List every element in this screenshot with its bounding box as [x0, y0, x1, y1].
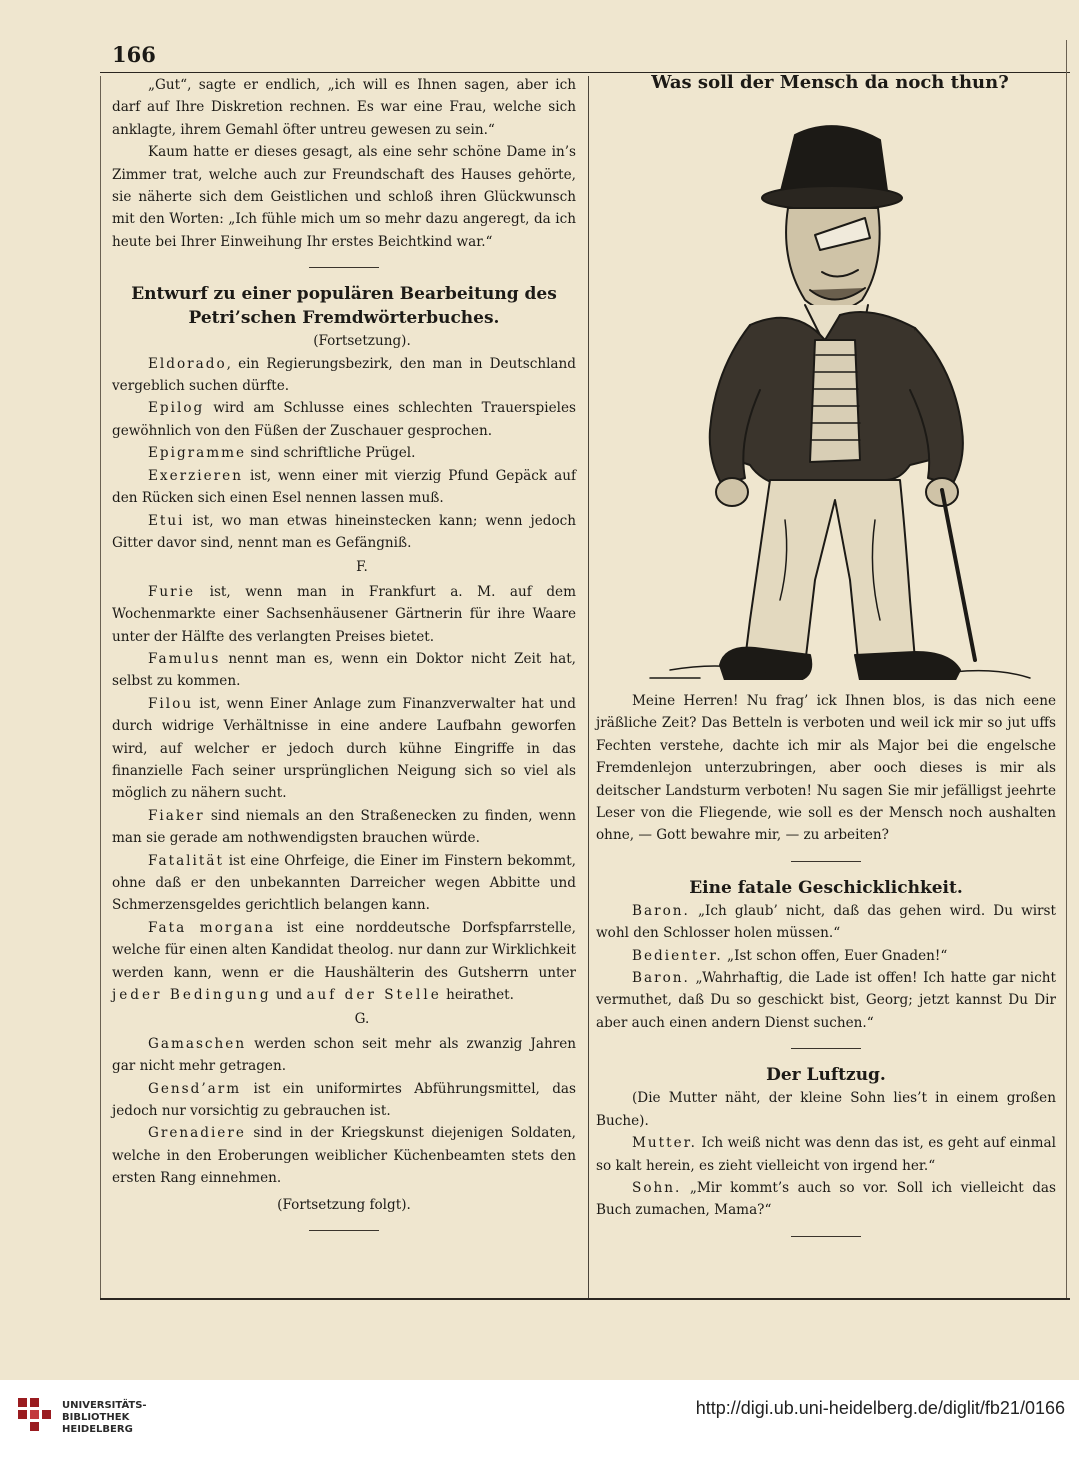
- library-logo-icon: [14, 1394, 54, 1434]
- letter-heading-g: G.: [354, 1011, 370, 1028]
- article-subtitle: (Fortsetzung).: [313, 333, 411, 350]
- entry-text: ist, wenn einer mit vierzig Pfund Gepäck auf den Rücken sich einen Esel nennen lassen muß.: [112, 467, 576, 507]
- dialogue-line: [596, 945, 1056, 967]
- speaker-name: Sohn.: [632, 1179, 682, 1196]
- entry-term: Furie: [148, 583, 196, 600]
- section-title-luftzug: Der Luftzug.: [766, 1065, 886, 1086]
- right-border-line: [1066, 40, 1067, 1298]
- section-separator: [791, 861, 861, 862]
- dictionary-entry: [112, 805, 576, 850]
- dictionary-entry: [112, 510, 576, 555]
- entry-term: Epilog: [148, 400, 205, 417]
- right-column: [596, 690, 1056, 1251]
- article-title-line-2: Petri’schen Fremdwörterbuches.: [188, 308, 500, 329]
- section-separator: [309, 1230, 379, 1231]
- dialogue-line: [596, 967, 1056, 1034]
- dialogue-text: „Wahrhaftig, die Lade ist offen! Ich hatte gar nicht vermuthet, daß Du so geschickt bist, Georg; jetzt kannst Du Dir aber auch einen andern Dienst suchen.“: [596, 970, 1056, 1031]
- section-separator: [309, 267, 379, 268]
- letter-heading-f: F.: [356, 559, 368, 576]
- entry-term: Etui: [148, 512, 185, 529]
- dictionary-entry: [112, 465, 576, 510]
- dialogue-text: Ich weiß nicht was denn das ist, es geht auf einmal so kalt herein, es zieht vielleicht von irgend her.“: [596, 1135, 1056, 1174]
- entry-term: Fata morgana: [148, 919, 276, 936]
- entry-term: Gensd’arm: [148, 1080, 242, 1097]
- emphasized-text: auf der Stelle: [306, 987, 442, 1004]
- entry-text: wird am Schlusse eines schlechten Trauerspieles gewöhnlich von den Füßen der Zuschauer gesprochen.: [112, 400, 576, 439]
- entry-text: werden schon seit mehr als zwanzig Jahren gar nicht mehr getragen.: [112, 1035, 576, 1075]
- speaker-name: Baron.: [632, 970, 690, 987]
- entry-term: Epigramme: [148, 445, 247, 462]
- entry-term: Gamaschen: [148, 1035, 247, 1052]
- entry-text: heirathet.: [441, 987, 514, 1004]
- speaker-name: Mutter.: [632, 1135, 697, 1152]
- entry-text: ist eine Ohrfeige, die Einer im Finstern bekommt, ohne daß er den unbekannten Darreicher wegen Abbitte und Schmerzensgeldes gerichtlich belangen kann.: [112, 852, 576, 914]
- section-separator: [791, 1236, 861, 1237]
- dictionary-entry: [112, 693, 576, 805]
- article-title-line-1: Entwurf zu einer populären Bearbeitung des: [131, 284, 557, 305]
- dialogue-line: [596, 1177, 1056, 1222]
- cartoon-illustration: [610, 100, 1050, 680]
- dictionary-entry: [112, 442, 576, 464]
- intro-paragraph-1: „Gut“, sagte er endlich, „ich will es Ihnen sagen, aber ich darf auf Ihre Diskretion rechnen. Es war eine Frau, welche sich anklagte, ihrem Gemahl öfter untreu gewesen zu sein.“: [112, 77, 576, 138]
- library-name-line: HEIDELBERG: [62, 1424, 133, 1435]
- entry-text: sind niemals an den Straßenecken zu finden, wenn man sie gerade am nothwendigsten brauchen würde.: [112, 807, 576, 847]
- entry-term: Fatalität: [148, 852, 224, 869]
- dictionary-entry: [112, 1078, 576, 1123]
- dictionary-entry: [112, 353, 576, 398]
- entry-text: ist, wo man etwas hineinstecken kann; wenn jedoch Gitter davor sind, nennt man es Gefängniß.: [112, 512, 576, 551]
- left-column: [112, 74, 576, 1245]
- library-name-line: BIBLIOTHEK: [62, 1412, 130, 1423]
- viewer-footer: [0, 1380, 1079, 1459]
- entry-text: , ein Regierungsbezirk, den man in Deutschland vergeblich suchen dürfte.: [112, 355, 576, 395]
- entry-text: ist eine norddeutsche Dorfspfarrstelle, welche für einen alten Kandidat theolog. nur dann zur Wirklichkeit werden kann, wenn er die Haushälterin des Gutsherrn unter: [112, 919, 576, 981]
- entry-text: ist, wenn man in Frankfurt a. M. auf dem Wochenmarkte einer Sachsenhäusener Gärtnerin für ihre Waare unter der Hälfte des verlangten Preises bietet.: [112, 583, 576, 645]
- cartoon-caption: Meine Herren! Nu frag’ ick Ihnen blos, is das nich eene jräßliche Zeit? Das Betteln is verboten und weil ick mir so jut uffs Fechten verstehe, dachte ich mir als Major bei die engelsche Fremdenlejon unterzubringen, aber ooch dieses is mir als deitscher Landsturm verboten! Nu sagen Sie mir jefälligst jeehrte Leser von die Fliegende, wie soll es der Mensch noch aushalten ohne, — Gott bewahre mir, — zu arbeiten?: [596, 693, 1056, 844]
- speaker-name: Baron.: [632, 902, 690, 919]
- dictionary-entry: [112, 850, 576, 917]
- article-title: [112, 282, 576, 330]
- entry-term: Eldorado: [148, 355, 227, 372]
- dialogue-line: [596, 900, 1056, 945]
- library-name-line: UNIVERSITÄTS-: [62, 1400, 147, 1411]
- left-border-line: [100, 76, 101, 1298]
- dialogue-text: „Ist schon offen, Euer Gnaden!“: [722, 947, 948, 964]
- dictionary-entry: [112, 1122, 576, 1189]
- entry-text: ist, wenn Einer Anlage zum Finanzverwalter hat und durch widrige Verhältnisse in eine andere Laufbahn geworfen wird, auf welcher er jedoch durch kühne Eingriffe in das finanzielle Fach seiner ursprünglichen Neigung sich so viel als möglich zu nähern sucht.: [112, 695, 576, 802]
- section-title-fatale: Eine fatale Geschicklichkeit.: [689, 877, 963, 898]
- column-divider: [588, 76, 589, 1298]
- entry-term: Fiaker: [148, 807, 205, 824]
- entry-term: Filou: [148, 695, 194, 712]
- page-url-link[interactable]: http://digi.ub.uni-heidelberg.de/diglit/fb21/0166: [695, 1398, 1065, 1418]
- dictionary-entry: [112, 397, 576, 442]
- library-name: [62, 1400, 147, 1436]
- dictionary-entry: [112, 1033, 576, 1078]
- entry-text: sind schriftliche Prügel.: [246, 445, 416, 462]
- dialogue-line: [596, 1132, 1056, 1177]
- entry-term: Exerzieren: [148, 467, 243, 484]
- stage-direction: (Die Mutter näht, der kleine Sohn lies’t in einem großen Buche).: [596, 1090, 1056, 1129]
- entry-text: und: [271, 987, 307, 1004]
- emphasized-text: jeder Bedingung: [112, 987, 272, 1004]
- entry-text: sind in der Kriegskunst diejenigen Soldaten, welche in den Eroberungen weiblicher Küchenbeamten stets den ersten Rang einnehmen.: [112, 1125, 576, 1187]
- entry-text: nennt man es, wenn ein Doktor nicht Zeit hat, selbst zu kommen.: [112, 650, 576, 690]
- section-separator: [791, 1048, 861, 1049]
- dictionary-entry: [112, 648, 576, 693]
- continuation-note: (Fortsetzung folgt).: [277, 1196, 411, 1213]
- page-bottom-rule: [100, 1298, 1070, 1300]
- entry-text: ist ein uniformirtes Abführungsmittel, das jedoch nur vorsichtig zu gebrauchen ist.: [112, 1080, 576, 1120]
- intro-paragraph-2: Kaum hatte er dieses gesagt, als eine sehr schöne Dame in’s Zimmer trat, welche auch zur Freundschaft des Hauses gehörte, sie näherte sich dem Geistlichen und schloß ihren Glückwunsch mit den Worten: „Ich fühle mich um so mehr dazu angeregt, da ich heute bei Ihrer Einweihung Ihr erstes Beichtkind war.“: [112, 144, 576, 250]
- entry-term: Famulus: [148, 650, 221, 667]
- dialogue-text: „Ich glaub’ nicht, daß das gehen wird. Du wirst wohl den Schlosser holen müssen.“: [596, 902, 1056, 942]
- page-number: 166: [112, 42, 156, 67]
- dictionary-entry: [112, 581, 576, 648]
- dictionary-entry: [112, 917, 576, 1007]
- speaker-name: Bedienter.: [632, 947, 723, 964]
- entry-term: Grenadiere: [148, 1125, 246, 1142]
- cartoon-title: Was soll der Mensch da noch thun?: [651, 72, 1009, 93]
- dialogue-text: „Mir kommt’s auch so vor. Soll ich vielleicht das Buch zumachen, Mama?“: [596, 1179, 1056, 1219]
